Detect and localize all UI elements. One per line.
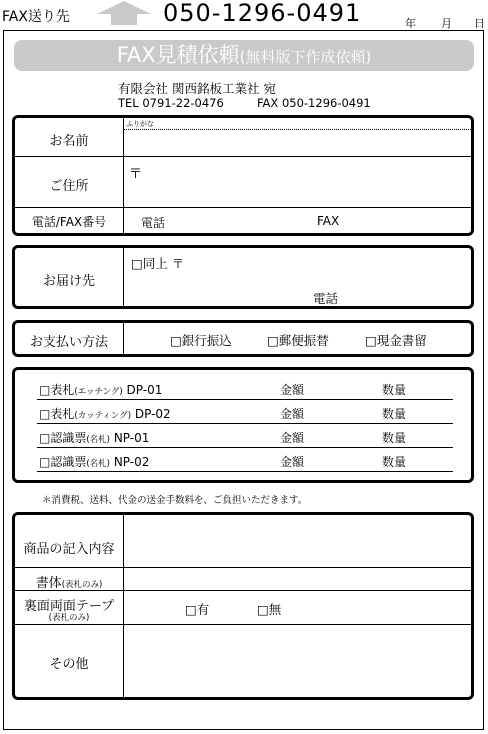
same-as-checkbox[interactable]: □同上 〒 bbox=[131, 256, 185, 271]
arrow-up-icon bbox=[95, 0, 153, 26]
form-title-banner bbox=[14, 40, 474, 71]
product-row[interactable]: □表札(カッティング) DP-02 bbox=[39, 407, 171, 421]
fee-note: ＊消費税、送料、代金の送金手数料を、ご負担いただきます。 bbox=[42, 495, 308, 506]
products-section bbox=[12, 367, 474, 483]
phone-fax-label: 電話/FAX番号 bbox=[31, 215, 107, 229]
payment-section bbox=[12, 320, 474, 357]
phone-field[interactable]: 電話 bbox=[141, 216, 166, 230]
product-checkbox[interactable]: □認識票 bbox=[39, 455, 87, 469]
product-amount-label: 金額 bbox=[280, 383, 305, 397]
content-field[interactable] bbox=[127, 519, 467, 563]
date-year-label: 年 bbox=[405, 17, 416, 30]
product-row[interactable]: □認識票(名札) NP-01 bbox=[39, 431, 150, 445]
name-field[interactable] bbox=[126, 132, 466, 152]
customer-section bbox=[12, 115, 474, 236]
furigana-label: ふりがな bbox=[126, 120, 154, 128]
product-checkbox[interactable]: □表札 bbox=[39, 407, 75, 421]
fax-number: 050-1296-0491 bbox=[163, 0, 362, 27]
payment-cash-option[interactable]: □現金書留 bbox=[365, 333, 427, 348]
payment-postal-option[interactable]: □郵便振替 bbox=[267, 333, 329, 348]
product-checkbox[interactable]: □表札 bbox=[39, 383, 75, 397]
company-tel: TEL 0791-22-0476 bbox=[118, 96, 224, 110]
address-label: ご住所 bbox=[49, 179, 89, 194]
payment-label: お支払い方法 bbox=[29, 335, 108, 350]
product-checkbox[interactable]: □認識票 bbox=[39, 431, 87, 445]
company-name: 有限会社 関西銘板工業社 宛 bbox=[118, 81, 276, 96]
tape-label: 裏面両面テープ bbox=[23, 599, 115, 614]
product-qty-label: 数量 bbox=[382, 431, 407, 445]
payment-bank-option[interactable]: □銀行振込 bbox=[170, 333, 232, 348]
product-amount-label: 金額 bbox=[280, 407, 305, 421]
tape-no-checkbox[interactable]: □無 bbox=[257, 602, 282, 617]
date-day-label: 日 bbox=[474, 17, 485, 30]
font-field[interactable] bbox=[127, 571, 467, 587]
tape-note: (表札のみ) bbox=[48, 613, 90, 623]
details-section bbox=[12, 512, 474, 700]
address-field[interactable]: 〒 bbox=[129, 167, 143, 182]
product-amount-label: 金額 bbox=[280, 455, 305, 469]
font-label: 書体(表札のみ) bbox=[35, 576, 103, 591]
fax-destination-label: FAX送り先 bbox=[2, 9, 70, 25]
delivery-label: お届け先 bbox=[42, 274, 95, 289]
tape-yes-checkbox[interactable]: □有 bbox=[185, 602, 210, 617]
product-row[interactable]: □認識票(名札) NP-02 bbox=[39, 455, 150, 469]
product-qty-label: 数量 bbox=[382, 383, 407, 397]
other-label: その他 bbox=[49, 657, 89, 672]
delivery-phone-field[interactable]: 電話 bbox=[313, 291, 339, 306]
other-field[interactable] bbox=[127, 629, 467, 693]
product-qty-label: 数量 bbox=[382, 407, 407, 421]
form-title: FAX見積依頼 bbox=[116, 43, 240, 67]
form-subtitle: (無料版下作成依頼) bbox=[239, 48, 372, 66]
product-row[interactable]: □表札(エッチング) DP-01 bbox=[39, 383, 163, 397]
name-label: お名前 bbox=[49, 134, 89, 149]
product-amount-label: 金額 bbox=[280, 431, 305, 445]
content-label: 商品の記入内容 bbox=[23, 542, 115, 557]
delivery-section bbox=[12, 245, 474, 309]
fax-field[interactable]: FAX bbox=[317, 214, 340, 228]
date-month-label: 月 bbox=[441, 17, 452, 30]
product-qty-label: 数量 bbox=[382, 455, 407, 469]
company-fax: FAX 050-1296-0491 bbox=[257, 96, 371, 110]
